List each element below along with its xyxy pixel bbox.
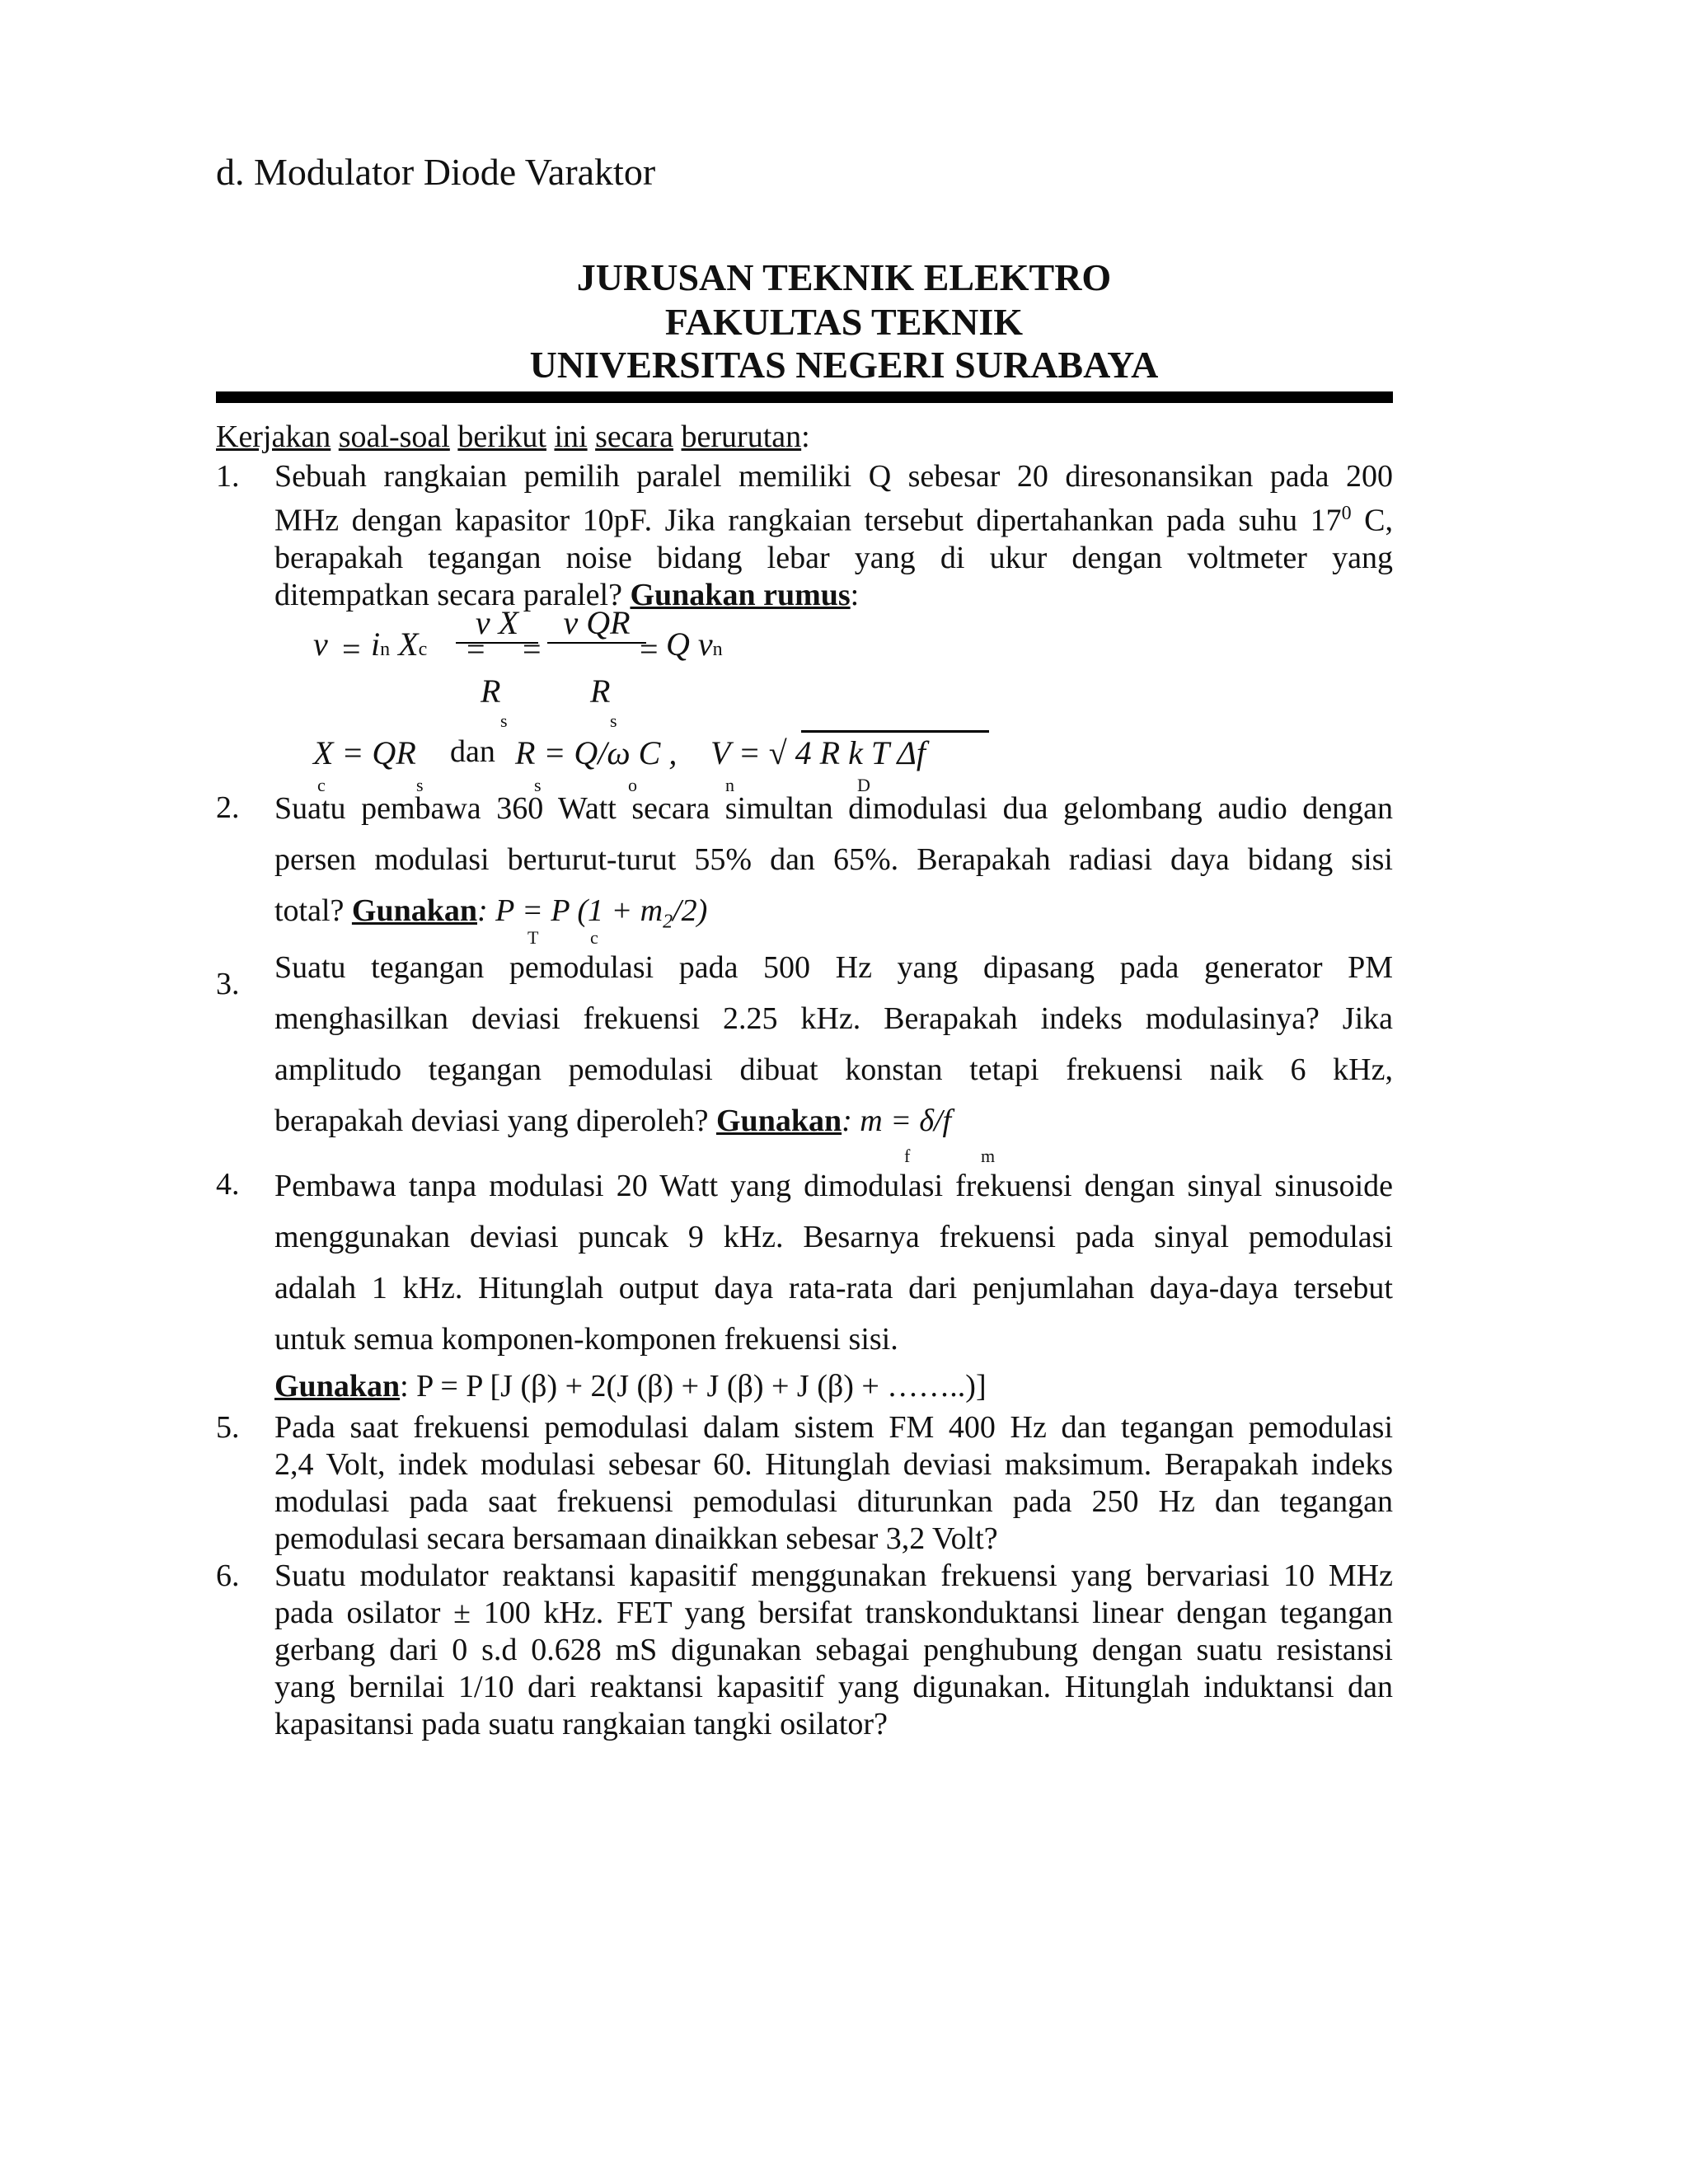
formula-q-vn: Q vn bbox=[666, 626, 723, 663]
subscript: s bbox=[610, 710, 617, 731]
question-2-text: Suatu pembawa 360 Watt secara simultan dimodulasi dua gelombang audio dengan persen modulasi berturut-turut 55% dan 65%. Berapakah radiasi daya bidang sisi total? Gunakan: P = P $(1 + m_2/2)$ bbox=[274, 791, 1393, 933]
question-2-number: 2. bbox=[216, 790, 240, 825]
fraction-denominator-1: R bbox=[481, 673, 501, 710]
fraction-denominator-2: R bbox=[590, 673, 611, 710]
eq-sign: = bbox=[467, 630, 485, 668]
formula-xc: X = QR bbox=[313, 734, 416, 771]
question-3-number: 3. bbox=[216, 967, 240, 1001]
subscript: s bbox=[416, 775, 424, 795]
header-department: JURUSAN TEKNIK ELEKTRO bbox=[576, 256, 1112, 298]
subscript: T bbox=[528, 927, 539, 948]
subscript: D bbox=[857, 775, 870, 795]
conjunction-text: dan bbox=[450, 734, 495, 769]
question-1-number: 1. bbox=[216, 459, 240, 494]
sqrt-bar bbox=[801, 730, 989, 733]
subscript: c bbox=[590, 927, 598, 948]
subscript: m bbox=[981, 1146, 996, 1166]
subscript: o bbox=[628, 775, 637, 795]
question-5-number: 5. bbox=[216, 1410, 240, 1445]
subscript: s bbox=[534, 775, 542, 795]
question-1-text: Sebuah rangkaian pemilih paralel memiliki Q sebesar 20 diresonansikan pada 200 MHz dengan kapasitor 10pF. Jika rangkaian tersebut dipertahankan pada suhu $17^0$ C, berapakah tegangan noise bidang lebar yang di ukur dengan voltmeter yang ditempatkan secara paralel? Gunakan rumus: bbox=[274, 459, 1393, 612]
question-4-formula: Gunakan: P = P [J (β) + 2(J (β) + J (β) + J (β) + ……..)] bbox=[274, 1369, 987, 1404]
subscript: f bbox=[904, 1146, 911, 1166]
formula-in-xc: in Xc bbox=[371, 626, 428, 663]
eq-sign: = bbox=[342, 630, 361, 668]
question-6-number: 6. bbox=[216, 1558, 240, 1593]
question-6-text: Suatu modulator reaktansi kapasitif menggunakan frekuensi yang bervariasi 10 MHz pada osilator ± 100 kHz. FET yang bersifat transkonduktansi linear dengan tegangan gerbang dari 0 s.d 0.628 mS digunakan sebagai penghubung dengan suatu resistansi yang bernilai 1/10 dari reaktansi kapasitif yang digunakan. Hitunglah induktansi dan kapasitansi pada suatu rangkaian tangki osilator? bbox=[274, 1558, 1393, 1741]
subscript: n bbox=[725, 775, 734, 795]
formula-rs: R = Q/ω C , bbox=[515, 734, 678, 771]
section-title: d. Modulator Diode Varaktor bbox=[216, 151, 656, 193]
question-4-text: Pembawa tanpa modulasi 20 Watt yang dimodulasi frekuensi dengan sinyal sinusoide menggunakan deviasi puncak 9 kHz. Besarnya frekuensi pada sinyal pemodulasi adalah 1 kHz. Hitunglah output daya rata-rata dari penjumlahan daya-daya tersebut untuk semua komponen-komponen frekuensi sisi. bbox=[274, 1169, 1393, 1357]
header-university: UNIVERSITAS NEGERI SURABAYA bbox=[529, 344, 1159, 386]
instructions: Kerjakan soal-soal berikut ini secara berurutan: bbox=[216, 419, 810, 454]
fraction-numerator-2: v QR bbox=[547, 603, 646, 644]
fraction-numerator-1: v X bbox=[456, 603, 538, 644]
formula-noise-voltage: v bbox=[313, 626, 328, 663]
header-faculty: FAKULTAS TEKNIK bbox=[664, 301, 1024, 343]
subscript: s bbox=[500, 710, 508, 731]
question-5-text: Pada saat frekuensi pemodulasi dalam sistem FM 400 Hz dan tegangan pemodulasi 2,4 Volt, indek modulasi sebesar 60. Hitunglah deviasi maksimum. Berapakah indeks modulasi pada saat frekuensi pemodulasi diturunkan pada 250 Hz dan tegangan pemodulasi secara bersamaan dinaikkan sebesar 3,2 Volt? bbox=[274, 1410, 1393, 1556]
header-divider bbox=[216, 391, 1393, 403]
subscript: c bbox=[317, 775, 326, 795]
eq-sign: = bbox=[640, 630, 659, 668]
formula-vn: V = √ 4 R k T Δf bbox=[710, 734, 926, 771]
question-4-number: 4. bbox=[216, 1167, 240, 1202]
eq-sign: = bbox=[523, 630, 542, 668]
question-3-text: Suatu tegangan pemodulasi pada 500 Hz yang dipasang pada generator PM menghasilkan deviasi frekuensi 2.25 kHz. Berapakah indeks modulasinya? Jika amplitudo tegangan pemodulasi dibuat konstan tetapi frekuensi naik 6 kHz, berapakah deviasi yang diperoleh? Gunakan: m = δ/f bbox=[274, 950, 1393, 1138]
